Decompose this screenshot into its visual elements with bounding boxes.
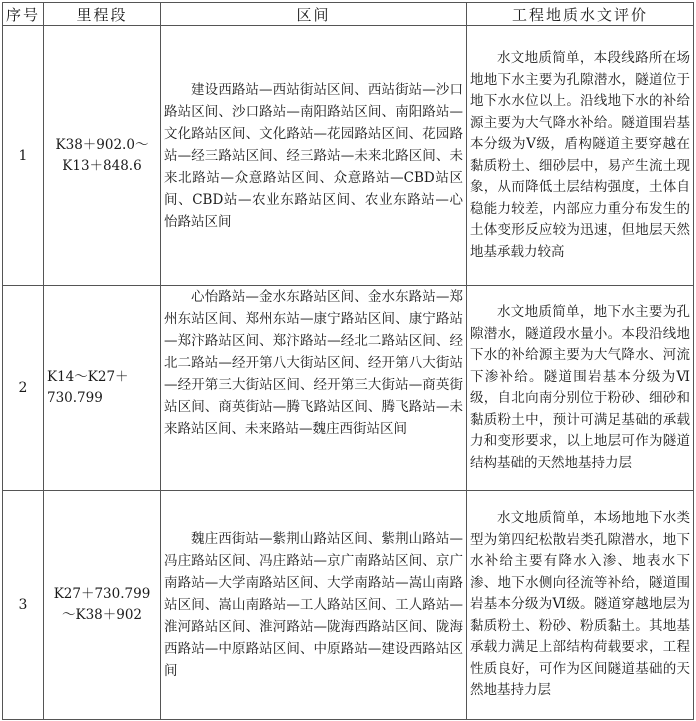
row-mileage: K14～K27＋730.799 <box>44 286 161 491</box>
row-index: 3 <box>3 491 44 720</box>
header-mileage: 里程段 <box>44 3 161 26</box>
row-evaluation: 水文地质简单，地下水主要为孔隙潜水，隧道段水量小。本段沿线地下水的补给源主要为大气降水、河流下渗补给。隧道围岩基本分级为Ⅵ级，自北向南分别位于粉砂、细砂和黏质粉土中，预计可满足基础的承载力和变形要求，以上地层可作为隧道结构基础的天然地基持力层 <box>467 286 694 491</box>
row-evaluation: 水文地质简单，本场地地下水类型为第四纪松散岩类孔隙潜水，地下水补给主要有降水入渗、地表水下渗、地下水侧向径流等补给，隧道围岩基本分级为Ⅵ级。隧道穿越地层为黏质粉土、粉砂、粉质黏土。其地基承载力满足上部结构荷载要求，工程性质良好，可作为区间隧道基础的天然地基持力层 <box>467 491 694 720</box>
table-row <box>3 286 694 491</box>
header-evaluation: 工程地质水文评价 <box>467 3 694 26</box>
header-section: 区间 <box>161 3 467 26</box>
header-index: 序号 <box>3 3 44 26</box>
row-section: 魏庄西街站—紫荆山路站区间、紫荆山路站—冯庄路站区间、冯庄路站—京广南路站区间、京广南路站—大学南路站区间、大学南路站—嵩山南路站区间、嵩山南路站—工人路站区间、工人路站—淮河路站区间、淮河路站—陇海西路站区间、陇海西路站—中原路站区间、中原路站—建设西路站区间 <box>161 491 467 720</box>
table-row <box>3 491 694 720</box>
row-evaluation: 水文地质简单，本段线路所在场地地下水主要为孔隙潜水，隧道位于地下水水位以上。沿线地下水的补给源主要为大气降水补给。隧道围岩基本分级为Ⅴ级，盾构隧道主要穿越在黏质粉土、细砂层中，易产生流土现象，从而降低土层结构强度，土体自稳能力较差，内部应力重分布发生的土体变形反应较为迅速，但地层天然地基承载力较高 <box>467 26 694 286</box>
row-index: 1 <box>3 26 44 286</box>
row-index: 2 <box>3 286 44 491</box>
row-section: 建设西路站—西站街站区间、西站街站—沙口路站区间、沙口路站—南阳路站区间、南阳路站—文化路站区间、文化路站—花园路站区间、花园路站—经三路站区间、经三路站—未来北路区间、未来北路站—众意路站区间、众意路站—CBD站区间、CBD站—农业东路站区间、农业东路站—心怡路站区间 <box>161 26 467 286</box>
table-header-row <box>3 3 694 26</box>
row-mileage: K38＋902.0～K13＋848.6 <box>44 26 161 286</box>
row-mileage: K27＋730.799～K38＋902 <box>44 491 161 720</box>
table-row <box>3 26 694 286</box>
row-section: 心怡路站—金水东路站区间、金水东路站—郑州东站区间、郑州东站—康宁路站区间、康宁路站—郑汴路站区间、郑汴路站—经北二路站区间、经北二路站—经开第八大街站区间、经开第八大街站—经开第三大街站区间、经开第三大街站—商英街站区间、商英街站—腾飞路站区间、腾飞路站—未来路站区间、未来路站—魏庄西街站区间 <box>161 286 467 491</box>
geology-table <box>2 2 694 720</box>
